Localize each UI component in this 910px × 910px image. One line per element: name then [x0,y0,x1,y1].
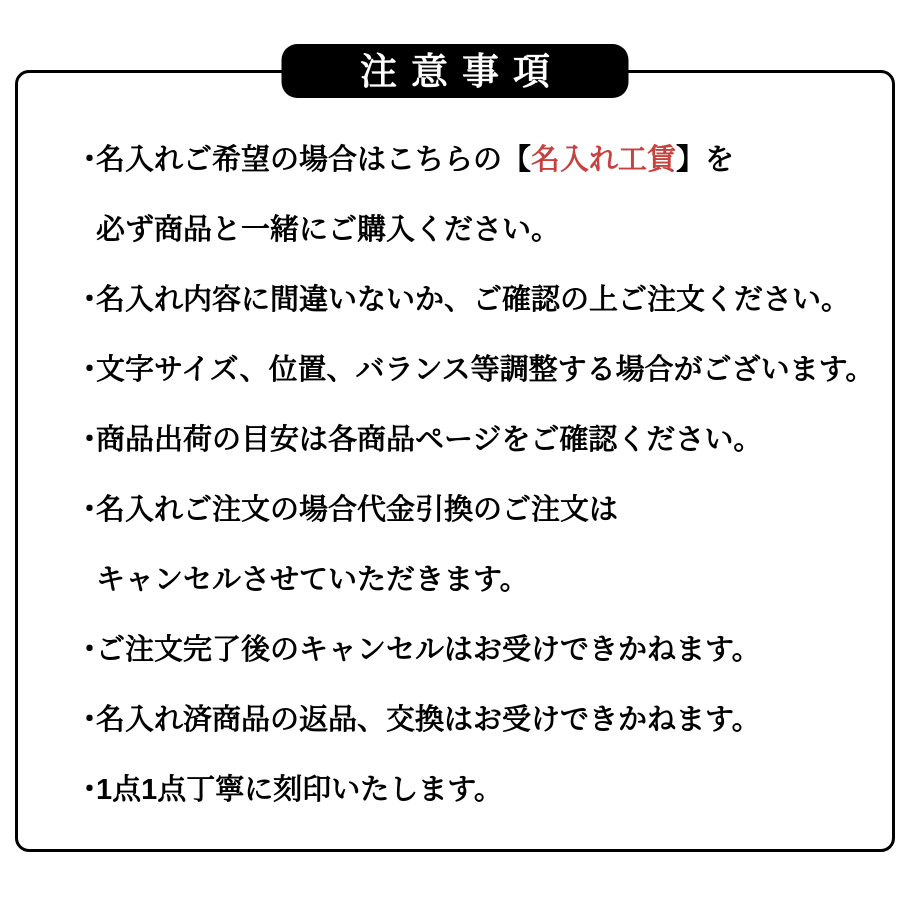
bullet-icon: ・ [75,423,105,456]
line-text: 名入れご希望の場合はこちらの【 [96,143,532,176]
line-text: 名入れご注文の場合代金引換のご注文は [96,493,619,526]
line-text: ご注文完了後のキャンセルはお受けできかねます。 [96,633,761,666]
bullet-icon: ・ [75,353,105,386]
line-text: キャンセルさせていただきます。 [96,563,529,596]
notice-line [75,195,895,265]
line-text: 商品出荷の目安は各商品ページをご確認ください。 [96,423,763,456]
line-text: 名入れ済商品の返品、交換はお受けできかねます。 [96,703,761,736]
notice-line [75,755,895,825]
notice-header [282,44,629,98]
notice-line [75,545,895,615]
line-text: 文字サイズ、位置、バランス等調整する場合がございます。 [96,353,875,386]
notice-line [75,475,895,545]
bullet-icon: ・ [75,143,105,176]
notice-line [75,405,895,475]
notice-line [75,685,895,755]
notice-line [75,335,895,405]
bullet-icon: ・ [75,493,105,526]
highlight-link-text[interactable]: 名入れ工賃 [531,143,677,176]
page-title: 注意事項 [360,50,564,92]
notice-line [75,125,895,195]
bullet-icon: ・ [75,633,105,666]
bullet-icon: ・ [75,283,105,316]
line-text: 】を [676,143,735,176]
line-text: 必ず商品と一緒にご購入ください。 [96,213,561,246]
line-text: 名入れ内容に間違いないか、ご確認の上ご注文ください。 [96,283,851,316]
bullet-icon: ・ [75,773,105,806]
notice-line [75,265,895,335]
notice-list [75,125,895,825]
bullet-icon: ・ [75,703,105,736]
notice-line [75,615,895,685]
line-text: 1点1点丁寧に刻印いたします。 [96,773,503,806]
